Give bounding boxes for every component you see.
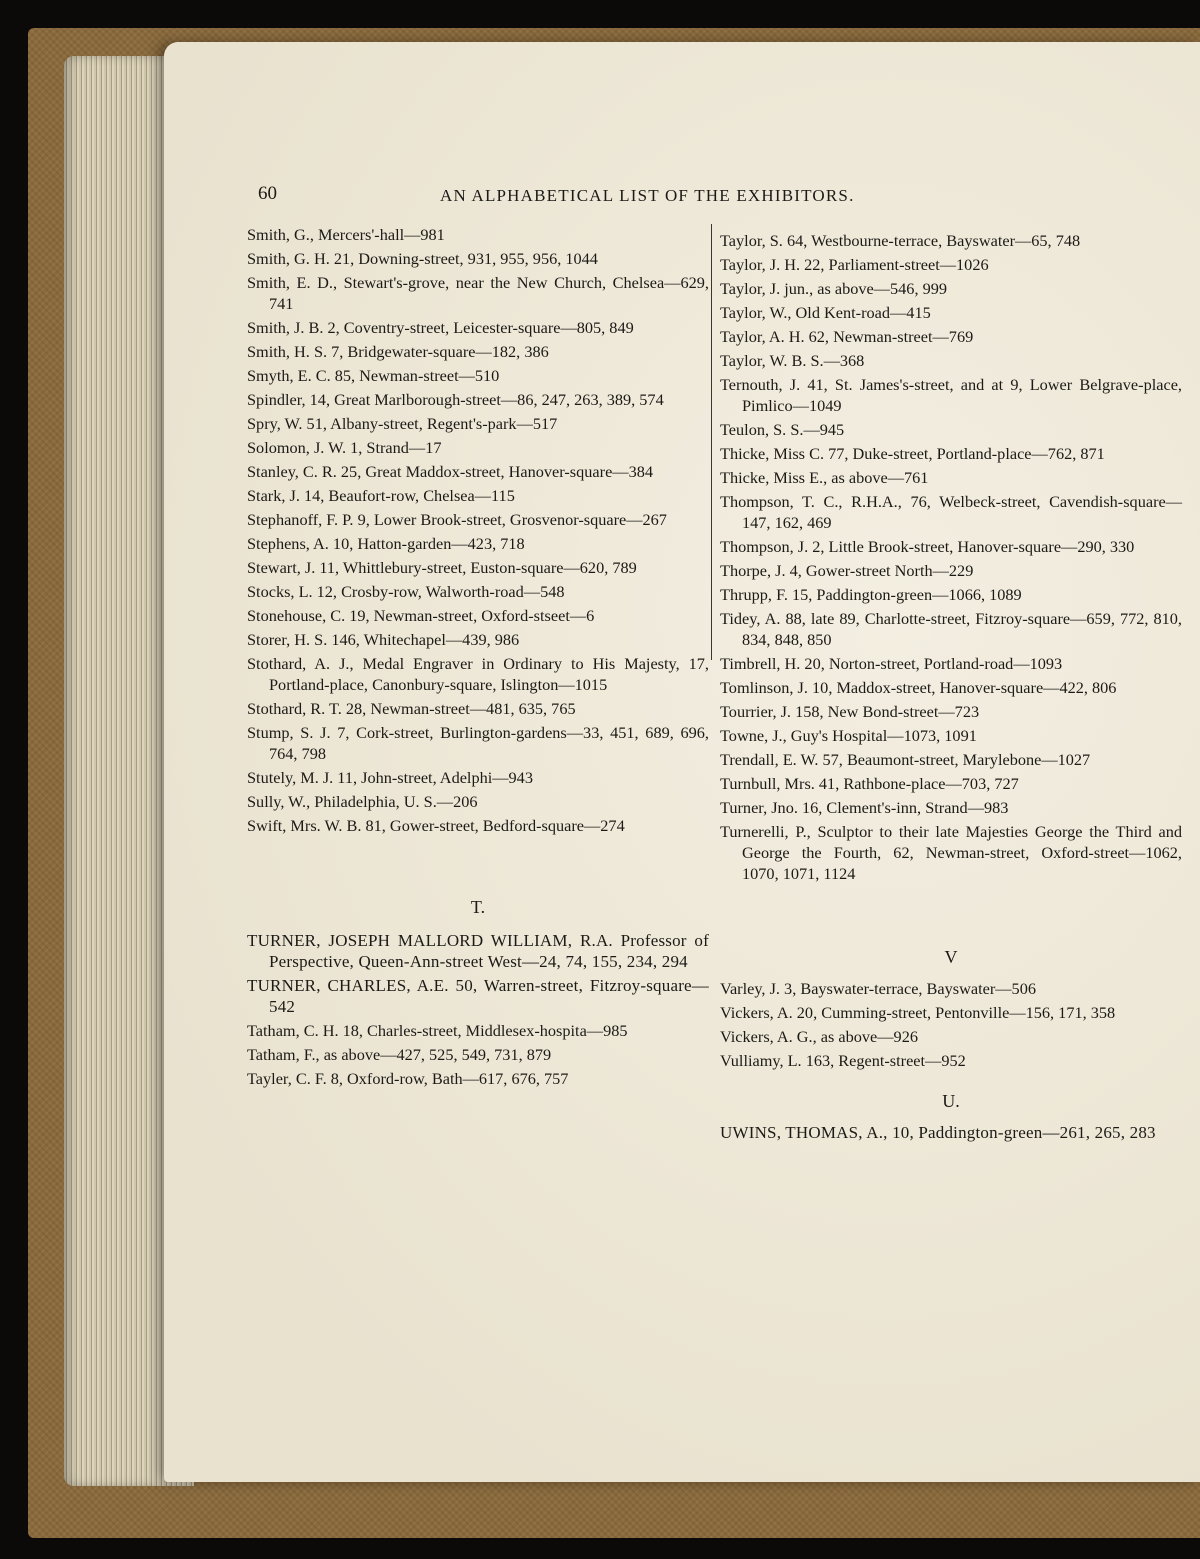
list-entry: Stephens, A. 10, Hatton-garden—423, 718 bbox=[247, 534, 525, 553]
list-entry: Thicke, Miss E., as above—761 bbox=[720, 468, 929, 487]
list-entry: Sully, W., Philadelphia, U. S.—206 bbox=[247, 792, 478, 811]
list-entry: Tidey, A. 88, late 89, Charlotte-street, Fitzroy-square—659, 772, 810, 834, 848, 850 bbox=[720, 609, 1182, 649]
section-gap bbox=[247, 839, 709, 879]
list-entry: Towne, J., Guy's Hospital—1073, 1091 bbox=[720, 726, 977, 745]
list-entry: Spry, W. 51, Albany-street, Regent's-park—517 bbox=[247, 414, 558, 433]
list-entry: Solomon, J. W. 1, Strand—17 bbox=[247, 438, 442, 457]
list-entry: Thorpe, J. 4, Gower-street North—229 bbox=[720, 561, 974, 580]
list-entry: Storer, H. S. 146, Whitechapel—439, 986 bbox=[247, 630, 520, 649]
list-entry: Tatham, C. H. 18, Charles-street, Middlesex-hospita—985 bbox=[247, 1021, 628, 1040]
list-entry: Varley, J. 3, Bayswater-terrace, Bayswater—506 bbox=[720, 979, 1036, 998]
list-entry: Smyth, E. C. 85, Newman-street—510 bbox=[247, 366, 500, 385]
list-entry: Stocks, L. 12, Crosby-row, Walworth-road—548 bbox=[247, 582, 565, 601]
right-column bbox=[720, 230, 1182, 1146]
list-entry: Taylor, J. jun., as above—546, 999 bbox=[720, 279, 948, 298]
section-heading-t: T. bbox=[470, 897, 486, 917]
list-entry: TURNER, JOSEPH MALLORD WILLIAM, R.A. Professor of Perspective, Queen-Ann-street West—24, 74, 155, 234, 294 bbox=[247, 931, 709, 971]
list-entry: Vulliamy, L. 163, Regent-street—952 bbox=[720, 1051, 966, 1070]
list-entry: Turnerelli, P., Sculptor to their late Majesties George the Third and George the Fourth, 62, Newman-street, Oxford-street—1062, 1070, 1071, 1124 bbox=[720, 822, 1182, 883]
list-entry: Trendall, E. W. 57, Beaumont-street, Marylebone—1027 bbox=[720, 750, 1091, 769]
section-heading-u: U. bbox=[942, 1091, 960, 1111]
list-entry: Thrupp, F. 15, Paddington-green—1066, 1089 bbox=[720, 585, 1022, 604]
list-entry: Stump, S. J. 7, Cork-street, Burlington-gardens—33, 451, 689, 696, 764, 798 bbox=[247, 723, 709, 763]
list-entry: Tomlinson, J. 10, Maddox-street, Hanover-square—422, 806 bbox=[720, 678, 1117, 697]
running-head: AN ALPHABETICAL LIST OF THE EXHIBITORS. bbox=[440, 186, 855, 205]
list-entry: Ternouth, J. 41, St. James's-street, and at 9, Lower Belgrave-place, Pimlico—1049 bbox=[720, 375, 1182, 415]
list-entry: Stewart, J. 11, Whittlebury-street, Euston-square—620, 789 bbox=[247, 558, 637, 577]
list-entry: Tatham, F., as above—427, 525, 549, 731, 879 bbox=[247, 1045, 552, 1064]
list-entry: Stutely, M. J. 11, John-street, Adelphi—943 bbox=[247, 768, 533, 787]
list-entry: Turnbull, Mrs. 41, Rathbone-place—703, 727 bbox=[720, 774, 1019, 793]
list-entry: Teulon, S. S.—945 bbox=[720, 420, 845, 439]
list-entry: Smith, E. D., Stewart's-grove, near the New Church, Chelsea—629, 741 bbox=[247, 273, 709, 313]
section-gap bbox=[720, 887, 1182, 927]
list-entry: Timbrell, H. 20, Norton-street, Portland-road—1093 bbox=[720, 654, 1063, 673]
list-entry: Stark, J. 14, Beaufort-row, Chelsea—115 bbox=[247, 486, 515, 505]
list-entry: Thompson, J. 2, Little Brook-street, Hanover-square—290, 330 bbox=[720, 537, 1135, 556]
list-entry: Stothard, A. J., Medal Engraver in Ordinary to His Majesty, 17, Portland-place, Canonbury-square, Islington—1015 bbox=[247, 654, 709, 694]
list-entry: Smith, G. H. 21, Downing-street, 931, 955, 956, 1044 bbox=[247, 249, 598, 268]
list-entry: Thicke, Miss C. 77, Duke-street, Portland-place—762, 871 bbox=[720, 444, 1105, 463]
list-entry: Thompson, T. C., R.H.A., 76, Welbeck-street, Cavendish-square—147, 162, 469 bbox=[720, 492, 1182, 532]
list-entry: Smith, J. B. 2, Coventry-street, Leicester-square—805, 849 bbox=[247, 318, 634, 337]
list-entry: Swift, Mrs. W. B. 81, Gower-street, Bedford-square—274 bbox=[247, 816, 625, 835]
list-entry: Smith, G., Mercers'-hall—981 bbox=[247, 225, 445, 244]
list-entry: UWINS, THOMAS, A., 10, Paddington-green—261, 265, 283 bbox=[720, 1123, 1156, 1142]
list-entry: Taylor, S. 64, Westbourne-terrace, Bayswater—65, 748 bbox=[720, 231, 1081, 250]
list-entry: Taylor, W. B. S.—368 bbox=[720, 351, 865, 370]
list-entry: Taylor, W., Old Kent-road—415 bbox=[720, 303, 931, 322]
list-entry: Turner, Jno. 16, Clement's-inn, Strand—983 bbox=[720, 798, 1009, 817]
list-entry: Stothard, R. T. 28, Newman-street—481, 635, 765 bbox=[247, 699, 576, 718]
list-entry: Vickers, A. 20, Cumming-street, Pentonville—156, 171, 358 bbox=[720, 1003, 1116, 1022]
list-entry: Stanley, C. R. 25, Great Maddox-street, Hanover-square—384 bbox=[247, 462, 653, 481]
list-entry: TURNER, CHARLES, A.E. 50, Warren-street, Fitzroy-square—542 bbox=[247, 976, 709, 1016]
section-heading-v: V bbox=[944, 947, 958, 967]
left-column bbox=[247, 224, 709, 1092]
column-rule bbox=[711, 224, 712, 660]
list-entry: Smith, H. S. 7, Bridgewater-square—182, 386 bbox=[247, 342, 549, 361]
list-entry: Taylor, J. H. 22, Parliament-street—1026 bbox=[720, 255, 989, 274]
list-entry: Stephanoff, F. P. 9, Lower Brook-street, Grosvenor-square—267 bbox=[247, 510, 667, 529]
page-number: 60 bbox=[258, 183, 277, 204]
list-entry: Vickers, A. G., as above—926 bbox=[720, 1027, 918, 1046]
list-entry: Taylor, A. H. 62, Newman-street—769 bbox=[720, 327, 974, 346]
list-entry: Tourrier, J. 158, New Bond-street—723 bbox=[720, 702, 980, 721]
list-entry: Stonehouse, C. 19, Newman-street, Oxford-stseet—6 bbox=[247, 606, 595, 625]
list-entry: Spindler, 14, Great Marlborough-street—86, 247, 263, 389, 574 bbox=[247, 390, 664, 409]
list-entry: Tayler, C. F. 8, Oxford-row, Bath—617, 676, 757 bbox=[247, 1069, 569, 1088]
